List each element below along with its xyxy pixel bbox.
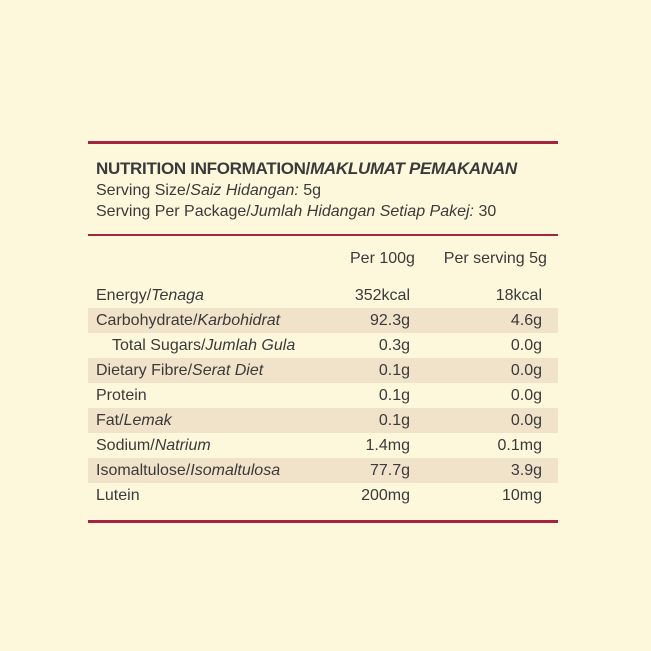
serving-value: 4.6g [510,311,542,329]
nutrition-header [88,144,558,234]
table-row [88,433,558,458]
per100-value: 200mg [361,486,410,504]
nutrient-name [88,462,350,480]
nutrient-name [88,362,350,380]
serving-value: 0.0g [510,411,542,429]
serving-value: 3.9g [510,461,542,479]
nutrient-label: Protein [96,386,147,404]
per100-value: 77.7g [369,461,410,479]
nutrient-name [88,412,350,430]
table-row [88,283,558,308]
serving-value: 0.0g [510,336,542,354]
nutrient-name [88,437,350,455]
per100-value: 0.1g [378,361,410,379]
table-row [88,383,558,408]
nutrient-label: Sodium/ [96,436,155,454]
nutrient-label: Carbohydrate/ [96,311,198,329]
serving-size-value: 5g [298,182,322,199]
table-row [88,408,558,433]
per100-value: 92.3g [369,311,410,329]
nutrition-panel [88,141,558,523]
nutrient-name [88,487,350,505]
table-row [88,358,558,383]
table-header [88,247,558,271]
nutrient-label: Dietary Fibre/ [96,361,193,379]
nutrient-alt: Natrium [154,436,211,454]
serving-size-alt: Saiz Hidangan: [190,182,299,199]
nutrient-label: Lutein [96,486,140,504]
serving-value: 0.0g [510,361,542,379]
panel-title [96,158,550,180]
per100-value: 0.1g [378,386,410,404]
title-alt: MAKLUMAT PEMAKANAN [310,159,517,178]
per100-value: 0.3g [378,336,410,354]
table-row [88,308,558,333]
serving-value: 0.0g [510,386,542,404]
servings-alt: Jumlah Hidangan Setiap Pakej: [250,203,474,220]
serving-value: 10mg [501,486,542,504]
nutrient-label: Isomaltulose/ [96,461,191,479]
col-serving: Per serving 5g [443,250,547,267]
nutrient-name [88,337,350,355]
nutrient-name [88,387,350,405]
nutrient-label: Energy/ [96,286,152,304]
serving-size [96,180,550,201]
nutrient-alt: Isomaltulosa [190,461,281,479]
serving-size-label: Serving Size/ [96,182,191,199]
nutrient-name [88,287,350,305]
nutrient-name [88,312,350,330]
serving-value: 18kcal [495,286,542,304]
per100-value: 352kcal [354,286,410,304]
servings-value: 30 [474,203,497,220]
nutrition-table [88,236,558,520]
nutrient-alt: Lemak [123,411,172,429]
table-row [88,458,558,483]
servings-per-package [96,201,550,222]
bottom-rule [88,520,558,523]
per100-value: 0.1g [378,411,410,429]
table-row [88,483,558,508]
servings-label: Serving Per Package/ [96,203,251,220]
nutrient-label: Total Sugars/ [112,336,206,354]
table-row [88,333,558,358]
nutrient-alt: Tenaga [151,286,204,304]
nutrient-label: Fat/ [96,411,124,429]
serving-value: 0.1mg [497,436,542,454]
nutrient-alt: Karbohidrat [197,311,281,329]
nutrient-alt: Serat Diet [192,361,264,379]
nutrient-alt: Jumlah Gula [205,336,296,354]
title-main: NUTRITION INFORMATION/ [96,159,311,178]
col-per100: Per 100g [350,250,415,267]
per100-value: 1.4mg [365,436,410,454]
